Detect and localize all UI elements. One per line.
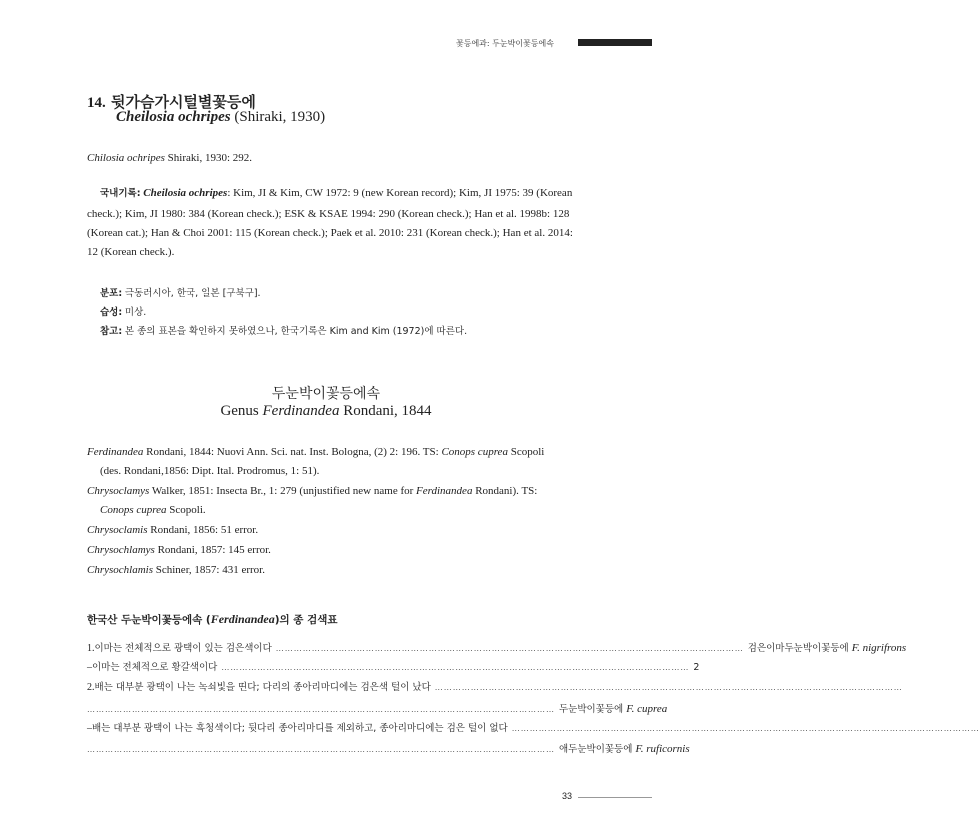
key-result bbox=[559, 742, 690, 757]
korean-records-line-1 bbox=[100, 187, 572, 200]
remark-text: 본 종의 표본을 확인하지 못하였으나, 한국기록은 Kim and Kim (1972)에 따른다. bbox=[124, 326, 468, 337]
key-marker: – bbox=[87, 723, 92, 734]
ref-genus-name: Ferdinandea bbox=[87, 446, 144, 458]
page-number: 33 bbox=[562, 791, 573, 801]
key-result-step: 2 bbox=[693, 662, 700, 673]
korean-records-line-3: (Korean cat.); Han & Choi 2001: 115 (Korean check.); Paek et al. 2010: 231 (Korean check.); Han et al. 2014: bbox=[87, 227, 573, 239]
key-result-korean: 애두눈박이꽃등에 bbox=[559, 744, 633, 755]
ref-text: Walker, 1851: Insecta Br., 1: 279 (unjustified new name for bbox=[151, 485, 414, 497]
genus-ref-1 bbox=[87, 446, 544, 458]
distribution-text: 극동러시아, 한국, 일본 [구북구]. bbox=[124, 288, 261, 299]
korean-records-text-1: : Kim, JI & Kim, CW 1972: 9 (new Korean record); Kim, JI 1975: 39 (Korean bbox=[227, 187, 573, 199]
ref-text: Schiner, 1857: 431 error. bbox=[155, 564, 265, 576]
remark-label: 참고: bbox=[100, 326, 123, 337]
leader-dots: ………………………………………………………………………………………………………………………………………… bbox=[275, 644, 744, 653]
remark-line bbox=[100, 325, 467, 338]
key-title-suffix: )의 종 검색표 bbox=[274, 614, 338, 626]
key-result-species: F. cuprea bbox=[626, 703, 668, 715]
key-title-prefix: 한국산 두눈박이꽃등에속 ( bbox=[87, 614, 211, 626]
running-header-title: 꽃등에과: 두눈박이꽃등에속 bbox=[456, 39, 554, 48]
key-lead: 이마는 전체적으로 광택이 있는 검은색이다 bbox=[94, 643, 272, 654]
species-author: (Shiraki, 1930) bbox=[234, 109, 326, 125]
distribution-line bbox=[100, 287, 261, 300]
key-title-latin: Ferdinandea bbox=[210, 612, 275, 626]
genus-prefix: Genus bbox=[220, 403, 259, 419]
genus-latin-name: Ferdinandea bbox=[262, 403, 340, 419]
habit-text: 미상. bbox=[124, 307, 147, 318]
key-lead: 배는 대부분 광택이 나는 흑청색이다; 뒷다리 종아리마디를 제외하고, 종아리마디에는 검은 털이 없다 bbox=[92, 723, 508, 734]
key-result-korean: 두눈박이꽃등에 bbox=[559, 704, 624, 715]
ref-genus-name: Chrysoclamys bbox=[87, 485, 150, 497]
species-number: 14. bbox=[87, 95, 106, 111]
ref-type-author: Scopoli. bbox=[169, 504, 206, 516]
habit-label: 습성: bbox=[100, 307, 123, 318]
genus-ref-3 bbox=[87, 524, 258, 536]
ref-text: Rondani, 1844: Nuovi Ann. Sci. nat. Inst. Bologna, (2) 2: 196. TS: bbox=[146, 446, 439, 458]
key-couplet-2a-result bbox=[87, 702, 668, 716]
korean-records-name: Cheilosia ochripes bbox=[143, 187, 228, 199]
synonym-citation: Shiraki, 1930: 292. bbox=[167, 152, 253, 164]
key-couplet-2a bbox=[87, 681, 903, 695]
distribution-label: 분포: bbox=[100, 288, 123, 299]
key-result-species: F. ruficornis bbox=[635, 743, 690, 755]
genus-korean-heading: 두눈박이꽃등에속 bbox=[271, 386, 381, 402]
synonym-name: Chilosia ochripes bbox=[87, 152, 165, 164]
ref-type-author: Scopoli bbox=[510, 446, 545, 458]
genus-ref-5 bbox=[87, 564, 265, 576]
key-result-species: F. nigrifrons bbox=[851, 642, 907, 654]
header-bar bbox=[578, 39, 652, 46]
habit-line bbox=[100, 306, 146, 319]
key-title bbox=[87, 612, 338, 627]
genus-author: Rondani, 1844 bbox=[343, 403, 432, 419]
key-marker: – bbox=[87, 662, 92, 673]
species-latin-name: Cheilosia ochripes bbox=[116, 109, 231, 125]
species-latin-heading bbox=[116, 109, 325, 126]
ref-genus-name: Chrysoclamis bbox=[87, 524, 148, 536]
key-result-korean: 검은이마두눈박이꽃등에 bbox=[747, 643, 849, 654]
leader-dots: ………………………………………………………………………………………………………………………………………… bbox=[87, 745, 555, 754]
korean-records-label: 국내기록: bbox=[100, 188, 141, 199]
leader-dots: ………………………………………………………………………………………………………………………………………… bbox=[221, 663, 690, 672]
leader-dots: ………………………………………………………………………………………………………………………………………… bbox=[434, 683, 903, 692]
ref-text: Rondani, 1857: 145 error. bbox=[157, 544, 271, 556]
genus-ref-2 bbox=[87, 485, 537, 497]
ref-genus-name: Chrysochlamis bbox=[87, 564, 153, 576]
key-couplet-1a bbox=[87, 641, 907, 655]
species-korean-name: 뒷가슴가시털별꽃등에 bbox=[110, 93, 256, 111]
korean-records-line-4: 12 (Korean check.). bbox=[87, 246, 175, 258]
key-marker: 2. bbox=[87, 682, 95, 693]
key-lead: 배는 대부분 광택이 나는 녹쇠빛을 띤다; 다리의 종아리마디에는 검은색 털이 났다 bbox=[94, 682, 431, 693]
genus-ref-1-cont: (des. Rondani,1856: Dipt. Ital. Prodromus, 1: 51). bbox=[100, 465, 320, 477]
leader-dots: ………………………………………………………………………………………………………………………………………… bbox=[511, 724, 980, 733]
leader-dots: ………………………………………………………………………………………………………………………………………… bbox=[87, 705, 555, 714]
genus-latin-heading bbox=[0, 403, 652, 420]
genus-ref-2-cont bbox=[100, 504, 206, 516]
key-couplet-2b-result bbox=[87, 742, 690, 756]
ref-genus-name-2: Ferdinandea bbox=[416, 485, 473, 497]
ref-text: Rondani, 1856: 51 error. bbox=[150, 524, 259, 536]
key-result bbox=[748, 641, 906, 656]
ref-genus-name: Chrysochlamys bbox=[87, 544, 155, 556]
synonym-line bbox=[87, 152, 252, 164]
key-result bbox=[559, 702, 667, 717]
key-lead: 이마는 전체적으로 황갈색이다 bbox=[92, 662, 218, 673]
ref-text-2: Rondani). TS: bbox=[475, 485, 538, 497]
korean-records-line-2: check.); Kim, JI 1980: 384 (Korean check.); ESK & KSAE 1994: 290 (Korean check.); Han et al. 1998b: 128 bbox=[87, 208, 570, 220]
key-marker: 1. bbox=[87, 643, 95, 654]
ref-type-species: Conops cuprea bbox=[100, 504, 167, 516]
footer-rule bbox=[578, 797, 652, 798]
key-couplet-2b bbox=[87, 722, 980, 736]
genus-ref-4 bbox=[87, 544, 271, 556]
ref-type-species: Conops cuprea bbox=[441, 446, 508, 458]
key-couplet-1b bbox=[87, 661, 700, 675]
